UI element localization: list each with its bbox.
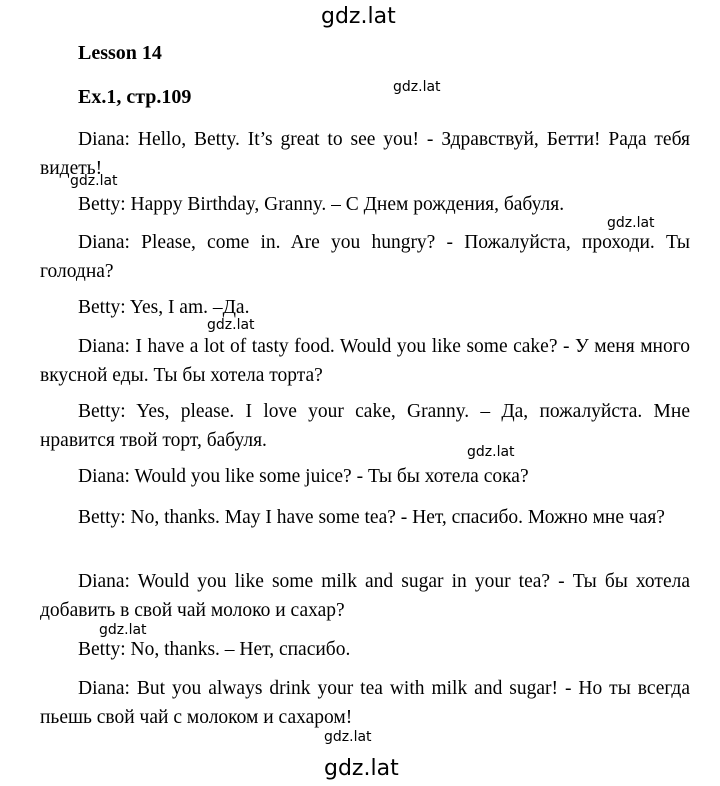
dialogue-line-5: Diana: I have a lot of tasty food. Would you like some cake? - У меня много вкусной еды. Ты бы хотела торта? — [40, 336, 690, 386]
watermark-bottom: gdz.lat — [324, 756, 399, 781]
watermark-4: gdz.lat — [207, 317, 255, 333]
dialogue-line-4: Betty: Yes, I am. –Да. — [78, 297, 250, 318]
dialogue-line-1: Diana: Hello, Betty. It’s great to see you! - Здравствуй, Бетти! Рада тебя видеть! — [40, 129, 690, 179]
watermark-3: gdz.lat — [607, 215, 655, 231]
watermark-7: gdz.lat — [324, 729, 372, 745]
watermark-1: gdz.lat — [393, 79, 441, 95]
lesson-title: Lesson 14 — [78, 42, 162, 64]
watermark-2: gdz.lat — [70, 173, 118, 189]
dialogue-line-7: Diana: Would you like some juice? - Ты бы хотела сока? — [78, 466, 529, 487]
dialogue-line-9: Diana: Would you like some milk and sugar in your tea? - Ты бы хотела добавить в свой чай молоко и сахар? — [40, 571, 690, 621]
watermark-6: gdz.lat — [99, 622, 147, 638]
dialogue-line-6: Betty: Yes, please. I love your cake, Granny. – Да, пожалуйста. Мне нравится твой торт, бабуля. — [40, 401, 690, 451]
dialogue-line-2: Betty: Happy Birthday, Granny. – С Днем рождения, бабуля. — [78, 194, 565, 215]
dialogue-line-8: Betty: No, thanks. May I have some tea? - Нет, спасибо. Можно мне чая? — [78, 507, 665, 528]
watermark-5: gdz.lat — [467, 444, 515, 460]
dialogue-line-11: Diana: But you always drink your tea with milk and sugar! - Но ты всегда пьешь свой чай с молоком и сахаром! — [40, 678, 690, 728]
watermark-top: gdz.lat — [321, 4, 396, 29]
dialogue-line-10: Betty: No, thanks. – Нет, спасибо. — [78, 639, 351, 660]
exercise-title: Ex.1, стр.109 — [78, 86, 192, 108]
dialogue-line-3: Diana: Please, come in. Are you hungry? - Пожалуйста, проходи. Ты голодна? — [40, 232, 690, 282]
